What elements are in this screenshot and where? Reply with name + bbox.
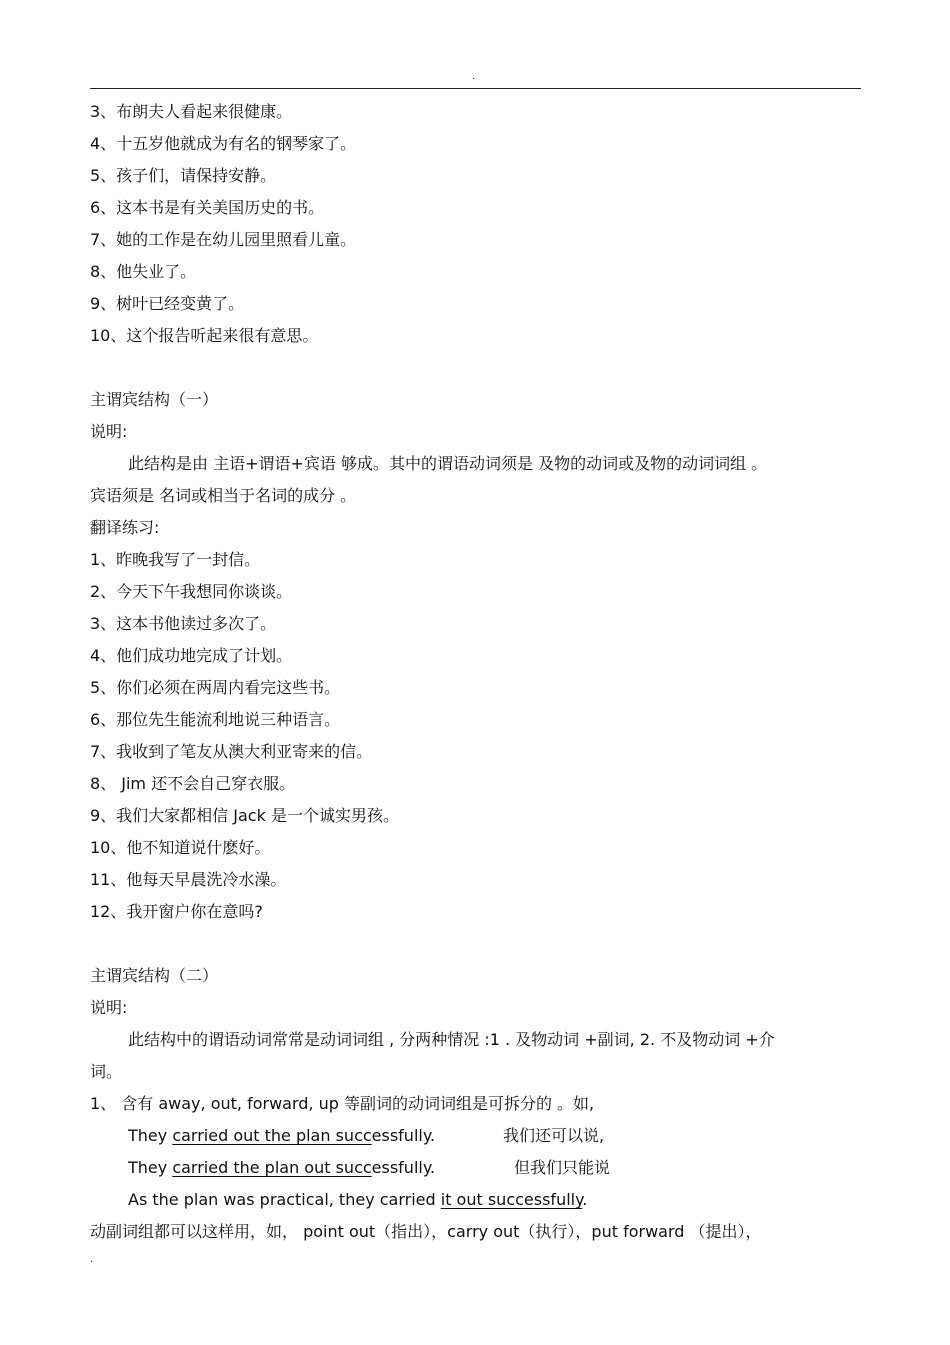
underlined-phrase: carried out the plan succ <box>172 1126 372 1145</box>
header-dot: . <box>472 71 476 82</box>
note-label: 说明: <box>90 998 128 1017</box>
list-item: 8、他失业了。 <box>90 262 197 281</box>
note-label: 说明: <box>90 422 128 441</box>
example-text: essfully. <box>371 1158 436 1177</box>
example-text: They <box>128 1126 173 1145</box>
list-item: 11、他每天早晨洗冷水澡。 <box>90 870 287 889</box>
underlined-phrase: carried the plan out succ <box>172 1158 372 1177</box>
list-item: 7、她的工作是在幼儿园里照看儿童。 <box>90 230 357 249</box>
list-item: 7、我收到了笔友从澳大利亚寄来的信。 <box>90 742 373 761</box>
list-item: 3、这本书他读过多次了。 <box>90 614 277 633</box>
description-line: 词。 <box>90 1062 123 1081</box>
example-line <box>90 1152 861 1184</box>
example-text: . <box>582 1190 588 1209</box>
list-item: 10、他不知道说什麽好。 <box>90 838 271 857</box>
list-item: 8、 Jim 还不会自己穿衣服。 <box>90 774 296 793</box>
list-item: 9、我们大家都相信 Jack 是一个诚实男孩。 <box>90 806 399 825</box>
list-item: 6、这本书是有关美国历史的书。 <box>90 198 325 217</box>
list-item: 3、布朗夫人看起来很健康。 <box>90 102 293 121</box>
list-item: 9、树叶已经变黄了。 <box>90 294 245 313</box>
example-english <box>128 1152 514 1184</box>
example-chinese: 我们还可以说, <box>503 1126 605 1145</box>
point-line: 1、 含有 away, out, forward, up 等副词的动词词组是可拆分的 。如, <box>90 1094 595 1113</box>
section-title: 主谓宾结构（二） <box>90 966 219 985</box>
example-chinese: 但我们只能说 <box>514 1158 611 1177</box>
example-text: They <box>128 1158 173 1177</box>
list-item: 1、昨晚我写了一封信。 <box>90 550 261 569</box>
description-line: 此结构是由 主语+谓语+宾语 够成。其中的谓语动词须是 及物的动词或及物的动词词组 。 <box>128 454 768 473</box>
example-text: essfully. <box>371 1126 436 1145</box>
document-content <box>90 96 861 1248</box>
list-item: 2、今天下午我想同你谈谈。 <box>90 582 293 601</box>
translation-list-top <box>90 96 861 352</box>
practice-label: 翻译练习: <box>90 518 160 537</box>
list-item: 5、你们必须在两周内看完这些书。 <box>90 678 341 697</box>
section-title: 主谓宾结构（一） <box>90 390 219 409</box>
description-line: 宾语须是 名词或相当于名词的成分 。 <box>90 486 357 505</box>
example-line <box>90 1120 861 1152</box>
list-item: 4、十五岁他就成为有名的钢琴家了。 <box>90 134 357 153</box>
spacer <box>90 928 861 960</box>
list-item: 6、那位先生能流利地说三种语言。 <box>90 710 341 729</box>
header-rule <box>90 88 861 89</box>
underlined-phrase: it out successfully <box>440 1190 583 1209</box>
list-item: 12、我开窗户你在意吗? <box>90 902 263 921</box>
section-svo-1 <box>90 384 861 928</box>
description-line: 动副词组都可以这样用，如， point out（指出），carry out（执行），put forward （提出）， <box>90 1222 762 1241</box>
section-svo-2 <box>90 960 861 1248</box>
spacer <box>90 352 861 384</box>
description-line: 此结构中的谓语动词常常是动词词组 , 分两种情况 :1 . 及物动词 +副词, 2. 不及物动词 +介 <box>128 1030 775 1049</box>
footer-dot: . <box>90 1254 94 1265</box>
example-line <box>90 1184 861 1216</box>
list-item: 10、这个报告听起来很有意思。 <box>90 326 319 345</box>
example-text: As the plan was practical, they carried <box>128 1190 441 1209</box>
example-english <box>128 1120 503 1152</box>
list-item: 4、他们成功地完成了计划。 <box>90 646 293 665</box>
list-item: 5、孩子们，请保持安静。 <box>90 166 277 185</box>
